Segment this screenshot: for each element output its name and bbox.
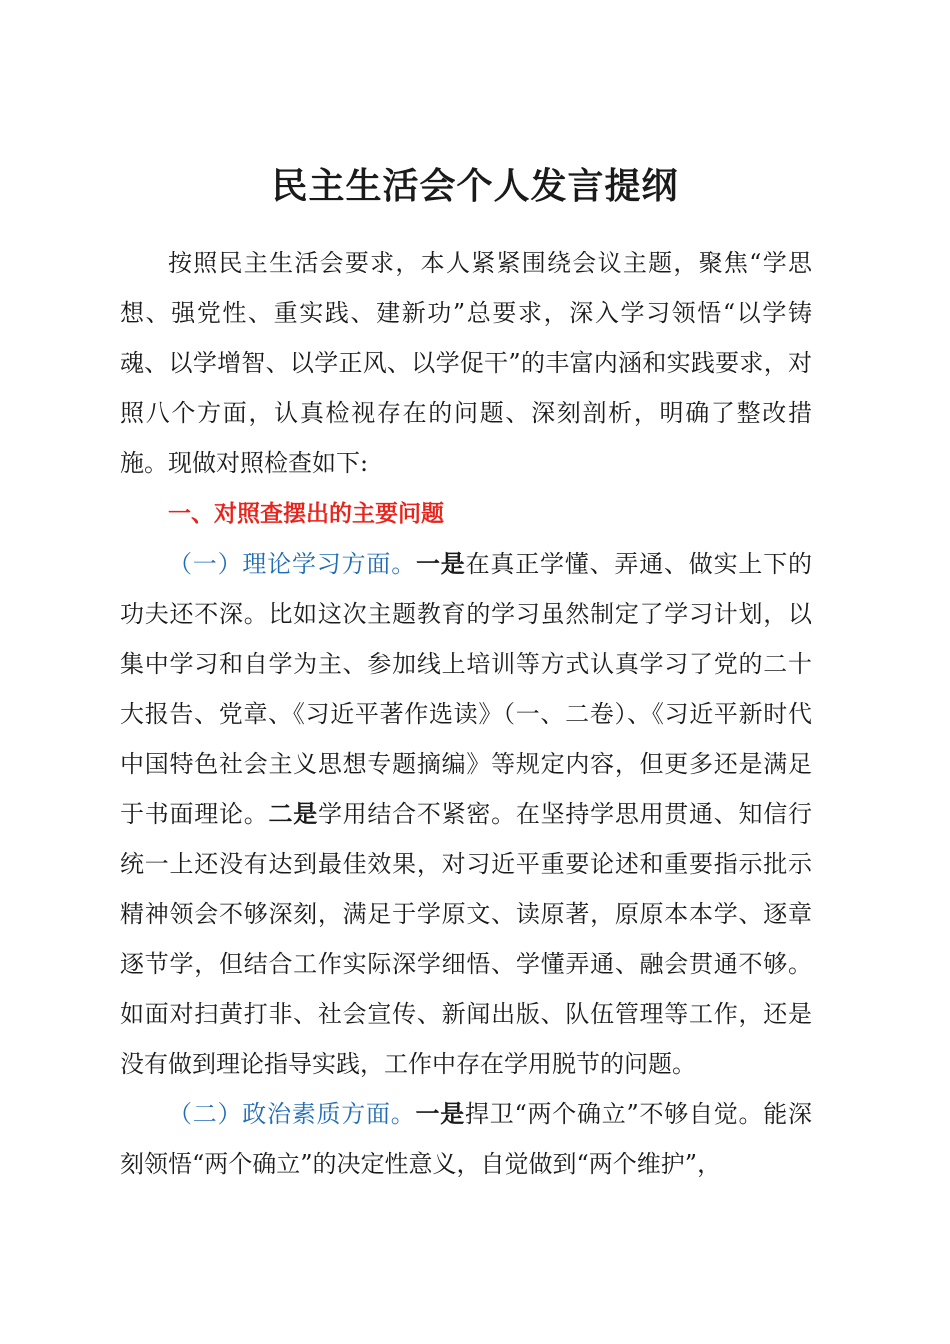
intro-paragraph: 按照民主生活会要求，本人紧紧围绕会议主题，聚焦“学思想、强党性、重实践、建新功”总要求，深入学习领悟“以学铸魂、以学增智、以学正风、以学促干”的丰富内涵和实践要求，对照八个方面，认真检视存在的问题、深刻剖析，明确了整改措施。现做对照检查如下:	[120, 249, 812, 477]
section-heading	[120, 488, 812, 539]
section-1-heading: 一、对照查摆出的主要问题	[168, 501, 444, 527]
item-1-text-1: 在真正学懂、弄通、做实上下的功夫还不深。比如这次主题教育的学习虽然制定了学习计划，以集中学习和自学为主、参加线上培训等方式认真学习了党的二十大报告、党章、《习近平著作选读》（一、二卷）、《习近平新时代中国特色社会主义思想专题摘编》等规定内容，但更多还是满足于书面理论。	[120, 550, 813, 828]
item-1-lead-1: 一是	[416, 550, 466, 578]
item-1-paragraph	[120, 539, 812, 1089]
item-1-lead-2: 二是	[268, 800, 318, 828]
item-2-lead-1: 一是	[415, 1100, 465, 1128]
item-2-text-1: 捍卫“两个确立”不够自觉。能深刻领悟“两个确立”的决定性意义，自觉做到“两个维护”，	[120, 1100, 812, 1178]
item-1-heading: （一）理论学习方面。	[168, 550, 416, 578]
item-2-heading: （二）政治素质方面。	[168, 1100, 416, 1128]
document-body	[120, 238, 812, 1189]
item-1-text-2: 学用结合不紧密。在坚持学思用贯通、知信行统一上还没有达到最佳效果，对习近平重要论述和重要指示批示精神领会不够深刻，满足于学原文、读原著，原原本本学、逐章逐节学，但结合工作实际深学细悟、学懂弄通、融会贯通不够。如面对扫黄打非、社会宣传、新闻出版、队伍管理等工作，还是没有做到理论指导实践，工作中存在学用脱节的问题。	[120, 800, 813, 1078]
item-2-paragraph	[120, 1089, 812, 1189]
document-title: 民主生活会个人发言提纲	[271, 165, 679, 207]
